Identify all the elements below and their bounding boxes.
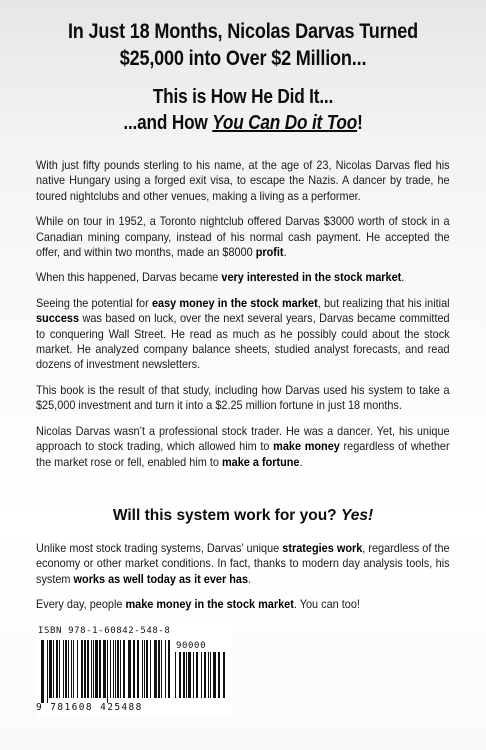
barcode-bar — [165, 640, 166, 698]
p3-end: . — [401, 271, 405, 285]
barcode-bar — [103, 640, 106, 698]
barcode-bar — [168, 640, 170, 698]
barcode-bar — [113, 640, 114, 698]
barcode-bar — [107, 640, 108, 703]
barcode-bar — [71, 640, 72, 698]
isbn-label: ISBN 978-1-60842-548-8 — [38, 626, 171, 636]
barcode-bar — [196, 652, 198, 698]
barcode-bar — [158, 640, 160, 698]
barcode-bar — [144, 640, 145, 698]
paragraph-4 — [36, 296, 450, 373]
barcode-bar — [63, 640, 64, 698]
barcode-bar — [59, 640, 60, 698]
p6-bold-b: make a fortune — [221, 455, 300, 469]
barcode-bar — [154, 640, 157, 698]
barcode-bars — [40, 640, 170, 704]
barcode — [36, 622, 232, 718]
headline-text-1: In Just 18 Months, Nicolas Darvas Turned — [67, 20, 419, 43]
addon-bars — [174, 652, 228, 704]
barcode-bar — [133, 640, 135, 698]
p7-text-a: Unlike most stock trading systems, Darvas’ unique — [36, 542, 283, 555]
barcode-bar — [204, 652, 206, 698]
barcode-bar — [188, 652, 191, 698]
barcode-bar — [137, 640, 139, 698]
barcode-bar — [95, 640, 98, 698]
paragraph-2 — [36, 214, 450, 260]
headline-text-2: $25,000 into Over $2 Million... — [119, 47, 367, 70]
p8-bold: make money in the stock market — [125, 598, 294, 612]
mid-heading-emphasis: Yes! — [340, 507, 374, 524]
barcode-bar — [179, 652, 181, 698]
p4-text-b: , but realizing that his initial — [317, 296, 450, 310]
barcode-bar — [93, 640, 94, 698]
barcode-bar — [193, 652, 194, 698]
mid-heading-text: Will this system work for you? — [112, 507, 341, 524]
barcode-bar — [68, 640, 69, 698]
paragraph-7 — [36, 541, 450, 587]
p6-text-c: . — [299, 455, 303, 469]
barcode-bar — [41, 640, 44, 703]
barcode-bar — [81, 640, 83, 698]
p8-text-b: . You can too! — [293, 598, 360, 612]
barcode-bar — [208, 652, 209, 698]
barcode-bar — [201, 652, 202, 698]
barcode-bar — [142, 640, 143, 698]
p3-bold: very interested in the stock market — [221, 271, 402, 285]
barcode-bar — [150, 640, 151, 698]
headline-text-4 — [34, 110, 452, 136]
paragraph-3 — [36, 270, 450, 285]
barcode-bar — [56, 640, 58, 698]
p4-text-a: Seeing the potential for — [36, 296, 152, 310]
mid-heading — [0, 507, 486, 525]
barcode-bar — [120, 640, 121, 698]
p2-bold: profit — [255, 246, 284, 260]
price-code: 90000 — [176, 641, 207, 651]
barcode-bar — [213, 652, 216, 698]
headline-suffix: ! — [357, 112, 363, 134]
barcode-bar — [91, 640, 92, 698]
paragraph-8 — [36, 597, 450, 612]
p8-text-a: Every day, people — [36, 598, 126, 612]
barcode-bar — [73, 640, 74, 698]
barcode-bar — [47, 640, 48, 703]
p7-bold-b: works as well today as it ever has — [73, 572, 249, 586]
barcode-bar — [99, 640, 101, 698]
paragraph-5: This book is the result of that study, including how Darvas used his system to take a $25,000 investment and turn it into a $2.25 million fortune in just 18 months. — [36, 383, 450, 413]
barcode-bar — [146, 640, 148, 698]
p4-bold-a: easy money in the stock market — [151, 296, 318, 310]
paragraph-6 — [36, 424, 450, 470]
barcode-bar — [65, 640, 67, 698]
headline-emphasis: You Can Do it Too — [212, 112, 358, 134]
barcode-bar — [175, 652, 176, 698]
barcode-number: 9 781608 425488 — [36, 702, 143, 713]
p7-bold-a: strategies work — [282, 542, 363, 555]
barcode-bar — [218, 652, 220, 698]
p4-text-c: was based on luck, over the next several years, Darvas became committed to conquering Wall Street. He read as much as he possibly could about the stock market. He analyzed company balance sheets, studied analyst forecasts, and read dozens of investment newsletters. — [36, 312, 450, 372]
headline-line1 — [34, 18, 452, 72]
headline-text-3: This is How He Did It... — [152, 86, 334, 108]
barcode-bar — [49, 640, 52, 698]
barcode-bar — [117, 640, 119, 698]
closing-copy — [36, 541, 450, 623]
headline-line2 — [34, 84, 452, 136]
barcode-bar — [77, 640, 78, 698]
body-copy — [36, 158, 450, 480]
p7-text-c: . — [248, 572, 252, 586]
p6-bold-a: make money — [273, 440, 340, 454]
p4-bold-b: success — [36, 312, 80, 326]
barcode-bar — [210, 652, 211, 698]
barcode-bar — [84, 640, 86, 698]
p2-end: . — [283, 246, 287, 260]
barcode-bar — [115, 640, 116, 698]
p6-text-b: regardless of whether the market rose or fell, enabled him to — [36, 440, 450, 469]
p3-text: When this happened, Darvas became — [36, 271, 222, 285]
barcode-bar — [128, 640, 131, 698]
barcode-bar — [183, 652, 185, 698]
p7-text-b: , regardless of the economy or other market conditions. In fact, thanks to modern day analysis tools, his system — [36, 542, 450, 586]
headline-prefix: ...and How — [123, 112, 213, 134]
barcode-bar — [186, 652, 187, 698]
paragraph-1: With just fifty pounds sterling to his name, at the age of 23, Nicolas Darvas fled his native Hungary using a forged exit visa, to escape the Nazis. A dancer by trade, he toured nightclubs and other venues, making a living as a performer. — [36, 159, 450, 203]
p2-text: While on tour in 1952, a Toronto nightclub offered Darvas $3000 worth of stock in a Canadian mining company, instead of his normal cash payment. He accepted the offer, and within two months, made an $8000 — [36, 215, 450, 260]
barcode-bar — [53, 640, 54, 698]
barcode-bar — [110, 640, 111, 698]
barcode-bar — [87, 640, 89, 698]
barcode-bar — [161, 640, 162, 698]
p6-text-a: Nicolas Darvas wasn’t a professional stock trader. He was a dancer. Yet, his unique approach to stock trading, which allowed him to — [36, 424, 450, 454]
barcode-bar — [223, 652, 225, 698]
barcode-bar — [123, 640, 125, 698]
